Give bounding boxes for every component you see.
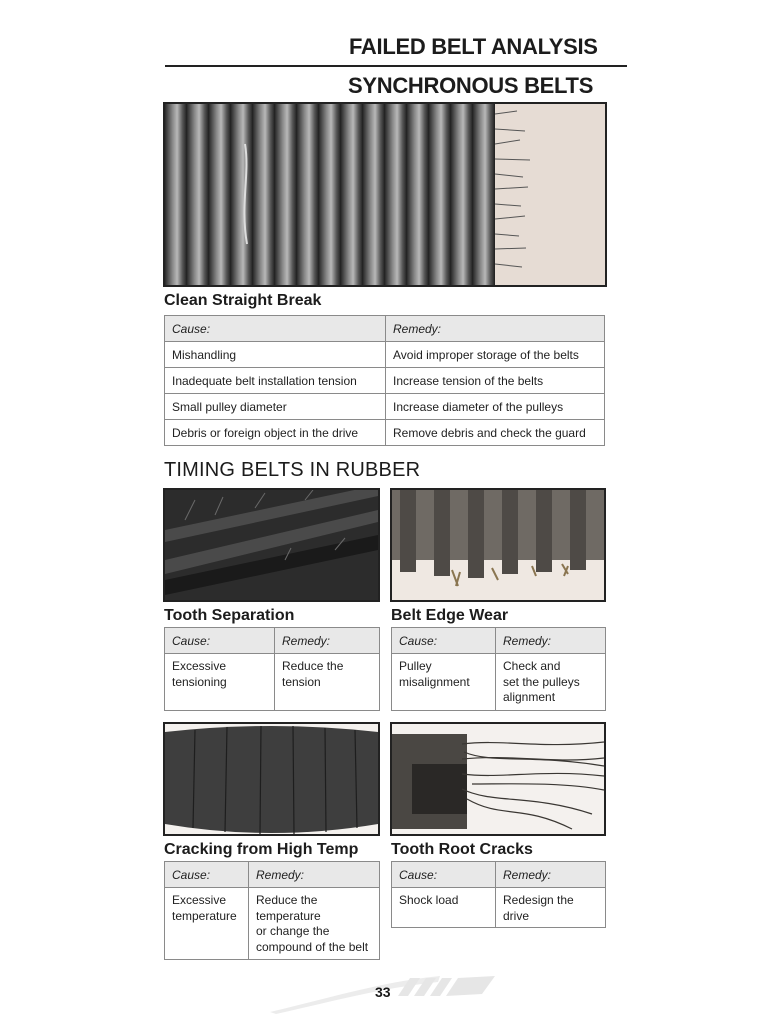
clean-break-title: Clean Straight Break [164, 292, 322, 309]
cause-header: Cause: [165, 316, 386, 342]
cracking-high-temp-title: Cracking from High Temp [164, 841, 359, 858]
cause-header: Cause: [165, 862, 249, 888]
remedy-cell: Remove debris and check the guard [386, 420, 605, 446]
tooth-root-cracks-photo [390, 722, 606, 836]
tooth-root-cracks-title: Tooth Root Cracks [391, 841, 533, 858]
remedy-cell: Increase diameter of the pulleys [386, 394, 605, 420]
remedy-header: Remedy: [249, 862, 380, 888]
remedy-cell: Avoid improper storage of the belts [386, 342, 605, 368]
belt-edge-wear-title: Belt Edge Wear [391, 607, 509, 624]
remedy-header: Remedy: [496, 862, 606, 888]
cause-header: Cause: [392, 862, 496, 888]
cause-cell: Excessive temperature [165, 888, 249, 960]
remedy-header: Remedy: [386, 316, 605, 342]
remedy-header: Remedy: [275, 628, 380, 654]
tooth-root-cracks-table [391, 861, 606, 928]
belt-edge-wear-photo [390, 488, 606, 602]
table-row [165, 368, 605, 394]
table-row [165, 342, 605, 368]
cause-cell: Inadequate belt installation tension [165, 368, 386, 394]
clean-break-photo [163, 102, 607, 287]
table-row [165, 420, 605, 446]
tooth-separation-table [164, 627, 380, 711]
cracking-high-temp-table [164, 861, 380, 960]
cause-cell: Debris or foreign object in the drive [165, 420, 386, 446]
cause-cell: Excessive tensioning [165, 654, 275, 711]
page-title: FAILED BELT ANALYSIS [349, 34, 598, 59]
cause-cell: Pulley misalignment [392, 654, 496, 711]
cracking-high-temp-photo [163, 722, 380, 836]
page-subtitle: SYNCHRONOUS BELTS [348, 73, 594, 98]
tooth-separation-photo [163, 488, 380, 602]
tooth-separation-title: Tooth Separation [164, 607, 295, 624]
remedy-cell: Check and set the pulleys alignment [496, 654, 606, 711]
header-divider [165, 65, 627, 67]
timing-section-title: TIMING BELTS IN RUBBER [164, 459, 421, 481]
table-row [165, 654, 380, 711]
remedy-header: Remedy: [496, 628, 606, 654]
cause-header: Cause: [392, 628, 496, 654]
table-row [392, 888, 606, 928]
cause-cell: Mishandling [165, 342, 386, 368]
table-row [165, 888, 380, 960]
table-row [165, 394, 605, 420]
table-row [392, 654, 606, 711]
page-number: 33 [375, 984, 391, 1000]
remedy-cell: Increase tension of the belts [386, 368, 605, 394]
cause-header: Cause: [165, 628, 275, 654]
remedy-cell: Redesign the drive [496, 888, 606, 928]
cause-cell: Shock load [392, 888, 496, 928]
remedy-cell: Reduce the temperature or change the compound of the belt [249, 888, 380, 960]
belt-edge-wear-table [391, 627, 606, 711]
cause-cell: Small pulley diameter [165, 394, 386, 420]
remedy-cell: Reduce the tension [275, 654, 380, 711]
clean-break-table [164, 315, 605, 446]
